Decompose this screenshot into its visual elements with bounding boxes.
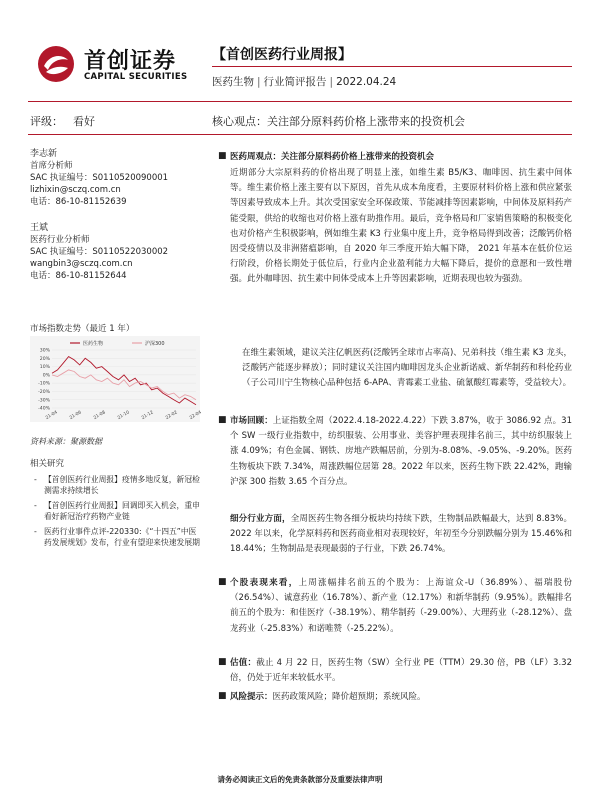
x-tick-label: 21-04 bbox=[44, 410, 59, 421]
bullet-icon: - bbox=[34, 501, 37, 510]
section-risk-warning: 风险提示：医药政策风险；降价超预期；系统风险。 bbox=[230, 692, 426, 702]
analyst-phone: 电话：86-10-81152639 bbox=[30, 197, 127, 207]
analyst-title: 医药行业分析师 bbox=[30, 235, 90, 245]
y-tick-label: -20% bbox=[38, 390, 50, 396]
legend-label: 医药生物 bbox=[83, 340, 104, 347]
y-tick-label: 0% bbox=[42, 373, 50, 379]
meta-report-type: 行业简评报告 bbox=[263, 76, 327, 88]
analyst-email: lizhixin@sczq.com.cn bbox=[30, 185, 121, 195]
report-meta: 医药生物 | 行业简评报告 | 2022.04.24 bbox=[212, 76, 397, 88]
y-tick-label: -30% bbox=[38, 398, 50, 404]
logo-english-name: CAPITAL SECURITIES bbox=[84, 72, 188, 82]
analyst-title: 首席分析师 bbox=[30, 161, 73, 171]
top-divider bbox=[28, 101, 572, 102]
related-research-item[interactable]: - 医药行业事件点评-220330:《“十四五”中医药发展规划》发布，行业有望迎来快速发展期 bbox=[34, 527, 200, 547]
chart-background bbox=[30, 336, 203, 422]
section-sub-industry: 细分行业方面，全周医药生物各细分板块均持续下跌，生物制品跌幅最大，达到 8.83%。2022 年以来，化学原料药和医药商业相对表现较好，年初至今分别跌幅分别为 15.46%和 18.44%；生物制品是表现最弱的子行业，下跌 26.74%。 bbox=[230, 514, 572, 555]
related-research-item[interactable]: - 【首创医药行业周报】疫情多地反复，新冠检测需求持续增长 bbox=[34, 475, 200, 495]
x-tick-label: 21-12 bbox=[140, 410, 155, 421]
disclaimer-footer: 请务必阅读正文后的免责条款部分及重要法律声明 bbox=[217, 775, 383, 784]
related-research-title: 相关研究 bbox=[30, 459, 65, 469]
y-tick-label: 10% bbox=[39, 365, 50, 371]
square-bullet-icon: ■ bbox=[218, 657, 227, 667]
section-weekly-view-recommendation: 在维生素领域，建议关注亿帆医药(泛酸钙全球市占率高)、兄弟科技（维生素 K3 龙头，泛酸钙产能逐步释放）；同时建议关注国内咖啡因龙头企业新诺威、新华制药和科伦药业（子公司川宁生物核心品种包括 6-APA、青霉素工业盐、硫氰酸红霉素等，受益较大）。 bbox=[242, 348, 572, 389]
square-bullet-icon: ■ bbox=[218, 691, 227, 701]
analyst-sac: SAC 执证编号：S0110520090001 bbox=[30, 173, 169, 183]
core-view bbox=[212, 113, 465, 129]
legend-label: 沪深300 bbox=[145, 340, 165, 347]
related-research-item[interactable]: - 【首创医药行业周报】回调即买入机会，重申看好新冠治疗药物产业链 bbox=[34, 501, 200, 521]
y-tick-label: -40% bbox=[38, 406, 50, 412]
core-view-label: 核心观点： bbox=[212, 115, 267, 128]
y-tick-label: -10% bbox=[38, 381, 50, 387]
bullet-icon: - bbox=[34, 475, 37, 484]
rating bbox=[30, 113, 95, 129]
analyst-name: 李志新 bbox=[30, 149, 58, 159]
rating-value: 看好 bbox=[73, 115, 95, 128]
analyst-name: 王斌 bbox=[30, 223, 49, 233]
y-tick-label: 30% bbox=[39, 348, 50, 354]
market-index-chart bbox=[30, 336, 203, 422]
analyst-card bbox=[30, 148, 168, 208]
analyst-phone: 电话：86-10-81152644 bbox=[30, 271, 127, 281]
section-weekly-view-body: 近期部分大宗原料药的价格出现了明显上涨，如维生素 B5/K3、咖啡因、抗生素中间体等。维生素价格上涨主要有以下原因，首先从成本角度看，主要原材料价格上涨和供应紧张等因素导致成本上升。其次受国家安全环保政策、节能减排等因素影响，中间体及原料药产能受限，供给的收缩也对价格上涨有助推作用。最后，竞争格局和厂家销售策略的积极变化也对价格产生积极影响，例如维生素 K3 行业集中度上升，竞争格局得到改善；泛酸钙价格因受疫情以及非洲猪瘟影响，自 2020 年三季度开始大幅下降， 2021 年基本在低价位运行阶段，价格长期处于低位后，行业内企业盈利能力大幅下降后，提价的意愿和一致性增强。此外咖啡因、抗生素中间体受成本上升等因素影响，近期表现也较为强劲。 bbox=[230, 168, 572, 285]
section-valuation: 估值：截止 4 月 22 日，医药生物（SW）全行业 PE（TTM）29.30 倍，PB（LF）3.32 倍，仍处于近年来较低水平。 bbox=[230, 658, 572, 684]
section-market-review: 市场回顾：上证指数全周（2022.4.18-2022.4.22）下跌 3.87%，收于 3086.92 点。31 个 SW 一级行业指数中，纺织服装、公用事业、美容护理表现排名前三，其中纺织服装上涨 4.09%；有色金属、钢铁、房地产跌幅居前，分别为-8.08%、-9.05%、-9.20%。医药生物板块下跌 7.34%，周涨跌幅位居第 28。2022 年以来，医药生物下跌 22.42%，跑输沪深 300 指数 3.65 个百分点。 bbox=[230, 416, 572, 487]
analyst-email: wangbin3@sczq.com.cn bbox=[30, 259, 133, 269]
header-divider bbox=[212, 66, 572, 67]
x-tick-label: 21-08 bbox=[92, 410, 107, 421]
capital-securities-logo-icon bbox=[36, 44, 76, 84]
x-tick-label: 22-04 bbox=[188, 410, 203, 421]
chart-source: 资料来源：聚源数据 bbox=[30, 437, 102, 446]
report-title: 【首创医药行业周报】 bbox=[212, 47, 352, 63]
square-bullet-icon: ■ bbox=[218, 577, 227, 587]
analyst-card bbox=[30, 222, 168, 282]
core-view-text: 关注部分原料药价格上涨带来的投资机会 bbox=[267, 115, 465, 128]
rating-label: 评级： bbox=[30, 115, 63, 128]
x-tick-label: 21-06 bbox=[68, 410, 83, 421]
x-tick-label: 21-10 bbox=[116, 410, 131, 421]
section-weekly-view-title: 医药周观点：关注部分原料药价格上涨带来的投资机会 bbox=[230, 152, 435, 162]
square-bullet-icon: ■ bbox=[218, 415, 227, 425]
section-stock-performance: 个股表现来看，上周涨幅排名前五的个股为：上海谊众-U（36.89%）、福瑞股份（26.54%）、诚意药业（16.78%）、新产业（12.17%）和新华制药（9.95%）。跌幅排名前五的个股为：和佳医疗（-38.19%）、精华制药（-29.00%）、大理药业（-28.12%）、盘龙药业（-25.83%）和诺唯赞（-25.22%）。 bbox=[230, 578, 572, 634]
y-tick-label: 20% bbox=[39, 356, 50, 362]
x-tick-label: 22-02 bbox=[164, 410, 179, 421]
section-divider bbox=[28, 134, 572, 135]
bullet-icon: - bbox=[34, 527, 37, 536]
square-bullet-icon: ■ bbox=[218, 151, 227, 161]
logo-chinese-name: 首创证券 bbox=[84, 49, 177, 74]
meta-date: 2022.04.24 bbox=[336, 76, 397, 88]
meta-industry: 医药生物 bbox=[212, 76, 254, 88]
chart-title: 市场指数走势（最近 1 年） bbox=[30, 324, 135, 334]
analyst-sac: SAC 执证编号：S0110522030002 bbox=[30, 247, 169, 257]
